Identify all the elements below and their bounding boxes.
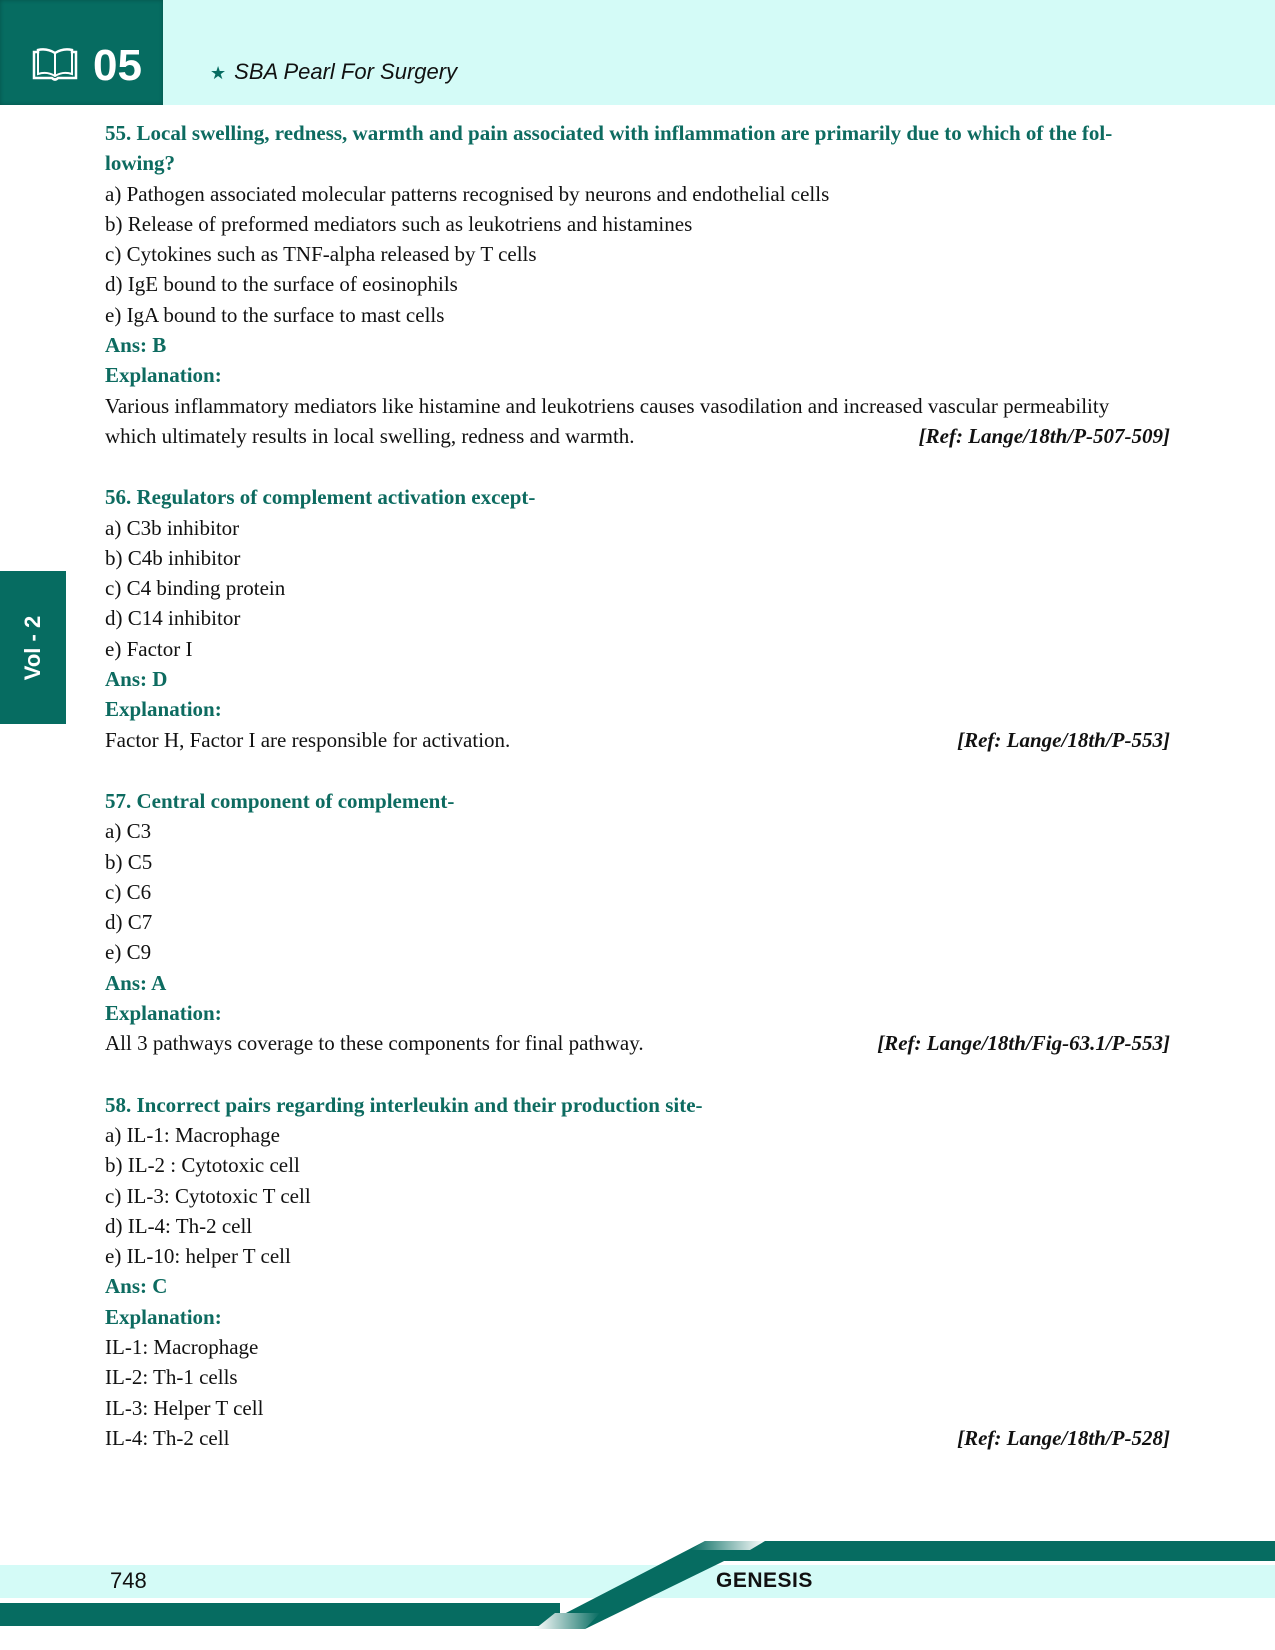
footer-graphic — [0, 1530, 1275, 1650]
answer: Ans: D — [105, 667, 168, 692]
chapter-badge — [0, 0, 163, 105]
star-icon: ★ — [210, 63, 227, 83]
question-56 — [105, 482, 1170, 755]
volume-label: Vol - 2 — [20, 615, 45, 680]
reference: [Ref: Lange/18th/P-528] — [957, 1425, 1170, 1450]
option-a: a) C3b inhibitor — [105, 515, 240, 540]
question-55 — [105, 118, 1170, 451]
explanation-ref-row — [105, 1028, 1170, 1058]
option-b: b) C5 — [105, 849, 153, 874]
explanation-line-1: IL-1: Macrophage — [105, 1334, 259, 1359]
option-e: e) Factor I — [105, 636, 193, 661]
explanation-heading: Explanation: — [105, 363, 222, 388]
explanation-line-1: Various inflammatory mediators like histamine and leukotriens causes vasodilation and increased vascular permeability — [105, 393, 1110, 418]
option-e: e) C9 — [105, 940, 152, 965]
content — [105, 118, 1170, 1453]
question-title: 55. Local swelling, redness, warmth and pain associated with inflammation are primarily due to which of the fol- — [105, 121, 1113, 145]
option-c: c) C4 binding protein — [105, 576, 286, 601]
page-number: 748 — [110, 1568, 147, 1593]
reference: [Ref: Lange/18th/Fig-63.1/P-553] — [877, 1031, 1170, 1056]
explanation-ref-row — [105, 725, 1170, 755]
question-title: 58. Incorrect pairs regarding interleukin and their production site- — [105, 1092, 703, 1117]
option-c: c) C6 — [105, 879, 152, 904]
explanation-ref-row — [105, 1423, 1170, 1453]
question-title: 56. Regulators of complement activation except- — [105, 485, 536, 510]
option-c: c) IL-3: Cytotoxic T cell — [105, 1183, 311, 1208]
option-b: b) Release of preformed mediators such as leukotriens and histamines — [105, 211, 693, 236]
explanation-heading: Explanation: — [105, 697, 222, 722]
option-d: d) IgE bound to the surface of eosinophils — [105, 272, 458, 297]
option-a: a) C3 — [105, 819, 152, 844]
option-e: e) IL-10: helper T cell — [105, 1244, 291, 1269]
reference: [Ref: Lange/18th/P-507-509] — [918, 423, 1170, 448]
book-title-text: SBA Pearl For Surgery — [234, 59, 458, 84]
header-band — [0, 0, 1275, 105]
option-b: b) C4b inhibitor — [105, 545, 241, 570]
option-d: d) C7 — [105, 910, 153, 935]
option-e: e) IgA bound to the surface to mast cells — [105, 302, 445, 327]
brand-logo: GENESIS — [716, 1569, 813, 1592]
reference: [Ref: Lange/18th/P-553] — [957, 727, 1170, 752]
question-58 — [105, 1090, 1170, 1454]
answer: Ans: A — [105, 970, 167, 995]
explanation-line-1: All 3 pathways coverage to these components for final pathway. — [105, 1031, 644, 1056]
explanation-ref-row — [105, 421, 1170, 451]
footer-bottom-teal-band — [0, 1603, 560, 1626]
answer: Ans: C — [105, 1274, 168, 1299]
option-d: d) IL-4: Th-2 cell — [105, 1213, 253, 1238]
question-title: 57. Central component of complement- — [105, 788, 455, 813]
option-a: a) Pathogen associated molecular patterns recognised by neurons and endothelial cells — [105, 181, 830, 206]
explanation-line-2: IL-2: Th-1 cells — [105, 1365, 238, 1390]
open-book-icon — [32, 48, 78, 84]
book-title — [210, 57, 457, 88]
option-a: a) IL-1: Macrophage — [105, 1122, 280, 1147]
explanation-line-3: IL-3: Helper T cell — [105, 1395, 264, 1420]
option-d: d) C14 inhibitor — [105, 606, 241, 631]
option-b: b) IL-2 : Cytotoxic cell — [105, 1153, 300, 1178]
chapter-number: 05 — [93, 41, 142, 90]
explanation-line-2: which ultimately results in local swelling, redness and warmth. — [105, 423, 635, 448]
question-title-cont: lowing? — [105, 151, 176, 176]
footer-top-teal-band — [710, 1541, 1275, 1561]
answer: Ans: B — [105, 333, 167, 358]
explanation-heading: Explanation: — [105, 1304, 222, 1329]
explanation-heading: Explanation: — [105, 1001, 222, 1026]
explanation-line-1: Factor H, Factor I are responsible for activation. — [105, 727, 511, 752]
option-c: c) Cytokines such as TNF-alpha released by T cells — [105, 242, 537, 267]
volume-tab — [0, 571, 66, 724]
explanation-text — [105, 391, 1170, 421]
explanation-line-4: IL-4: Th-2 cell — [105, 1425, 230, 1450]
question-57 — [105, 786, 1170, 1059]
